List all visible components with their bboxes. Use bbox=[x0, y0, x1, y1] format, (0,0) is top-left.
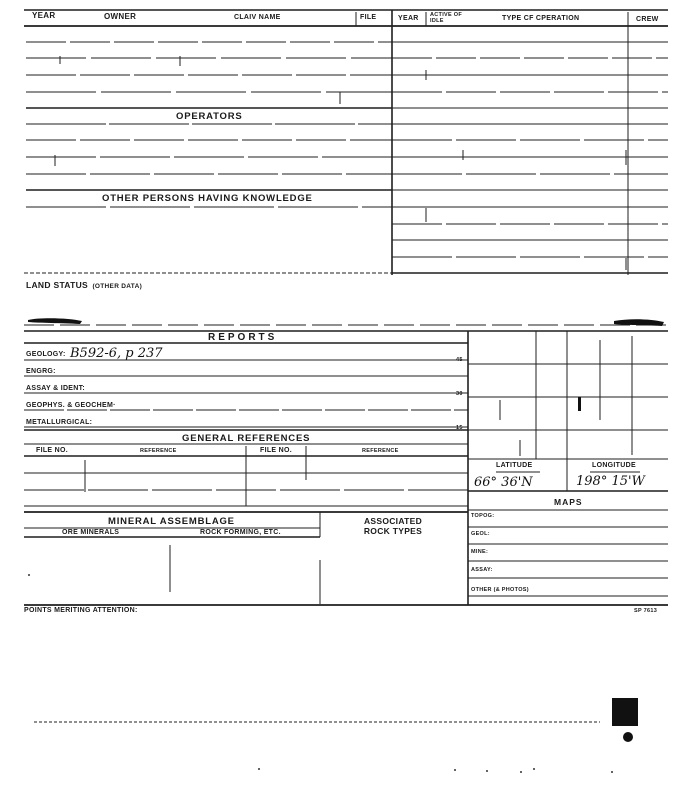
header-active-idle: ACTIVE OF IDLE bbox=[430, 12, 463, 24]
geophys-label: GEOPHYS. & GEOCHEM· bbox=[26, 402, 116, 409]
header-owner: OWNER bbox=[104, 12, 137, 21]
header-crew: CREW bbox=[636, 16, 659, 23]
scan-speck bbox=[611, 771, 613, 773]
maps-heading: MAPS bbox=[554, 497, 583, 507]
maps-assay-label: ASSAY: bbox=[471, 567, 493, 573]
maps-topog-label: TOPOG: bbox=[471, 513, 495, 519]
operators-heading: OPERATORS bbox=[176, 111, 243, 122]
assay-label: ASSAY & IDENT: bbox=[26, 385, 86, 392]
points-meriting-attention-label: POINTS MERITING ATTENTION: bbox=[24, 607, 138, 614]
scan-speck bbox=[454, 769, 456, 771]
form-number: SP 7613 bbox=[634, 608, 658, 614]
ref-col-file-no: FILE NO. bbox=[36, 447, 68, 454]
land-status-label: LAND STATUS bbox=[26, 280, 89, 290]
maps-geol-label: GEOL: bbox=[471, 531, 490, 537]
geology-value: B592-6, p 237 bbox=[70, 346, 163, 361]
scan-speck bbox=[533, 768, 535, 770]
longitude-value: 198° 15'W bbox=[576, 474, 645, 489]
margin-mark-30: 30 bbox=[456, 391, 463, 397]
latitude-value: 66° 36'N bbox=[474, 475, 533, 490]
ore-minerals-label: ORE MINERALS bbox=[62, 529, 120, 536]
ref-col-file-no-2: FILE NO. bbox=[260, 447, 292, 454]
geology-label: GEOLOGY: bbox=[26, 351, 66, 358]
reports-heading: REPORTS bbox=[208, 332, 278, 343]
scan-speck bbox=[258, 768, 260, 770]
ref-col-reference-2: REFERENCE bbox=[362, 448, 399, 454]
mineral-assemblage-heading: MINERAL ASSEMBLAGE bbox=[108, 516, 235, 527]
header-year-2: YEAR bbox=[398, 15, 419, 22]
other-persons-heading: OTHER PERSONS HAVING KNOWLEDGE bbox=[102, 193, 313, 204]
ref-col-reference: REFERENCE bbox=[140, 448, 177, 454]
scan-speck bbox=[486, 770, 488, 772]
metallurgical-label: METALLURGICAL: bbox=[26, 419, 93, 426]
associated-rock-types-heading: ASSOCIATED ROCK TYPES bbox=[363, 516, 423, 536]
header-file: FILE bbox=[360, 14, 377, 21]
scan-speck bbox=[520, 771, 522, 773]
general-references-heading: GENERAL REFERENCES bbox=[182, 433, 311, 444]
margin-mark-15: 15 bbox=[456, 425, 463, 431]
header-claim-name: CLAIV NAME bbox=[234, 14, 281, 21]
land-status bbox=[26, 275, 142, 293]
maps-other-label: OTHER (& PHOTOS) bbox=[471, 587, 529, 593]
maps-mine-label: MINE: bbox=[471, 549, 489, 555]
rock-forming-label: ROCK FORMING, ETC. bbox=[200, 529, 281, 536]
header-year: YEAR bbox=[32, 11, 56, 20]
engrg-label: ENGRG: bbox=[26, 368, 56, 375]
scan-speck bbox=[28, 574, 30, 576]
longitude-label: LONGITUDE bbox=[592, 462, 636, 469]
latitude-label: LATITUDE bbox=[496, 462, 533, 469]
header-type-of-operation: TYPE CF CPERATION bbox=[502, 15, 580, 22]
margin-mark-45: 45 bbox=[456, 357, 463, 363]
land-status-note: (OTHER DATA) bbox=[92, 283, 143, 290]
